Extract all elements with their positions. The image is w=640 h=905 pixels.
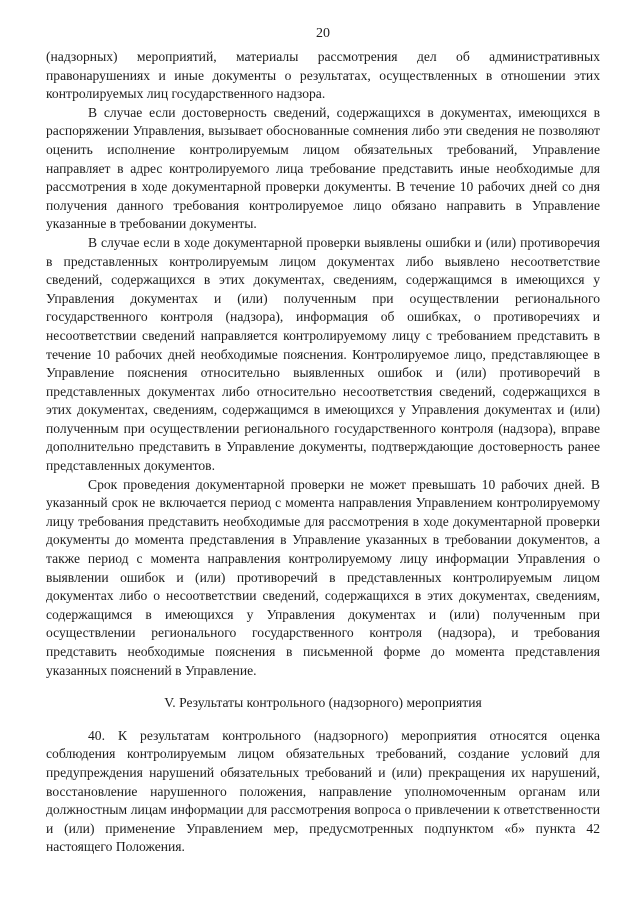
section-heading: V. Результаты контрольного (надзорного) мероприятия <box>164 695 482 711</box>
paragraph-inspection-term: Срок проведения документарной проверки не может превышать 10 рабочих дней. В указанный срок не включается период с момента направления Управлением контролируемому лицу требования представить необходимые для рассмотрения в ходе документарной проверки документы до момента представления в Управление указанных в требовании документов, а также период с момента направления контролируемому лицу информации Управления о выявлении ошибок и (или) противоречий в представленных контролируемым лицом документах либо о несоответствии сведений, содержащихся в этих документах, сведениям, содержащимся в имеющихся у Управления документах и (или) полученным при осуществлении регионального государственного контроля (надзора), и требования представить необходимые пояснения в письменной форме до момента представления указанных пояснений в Управление. <box>46 476 600 678</box>
paragraph-item-40: 40. К результатам контрольного (надзорного) мероприятия относятся оценка соблюдения контролируемым лицом обязательных требований, создание условий для предупреждения нарушений обязательных требований и (или) прекращения их нарушений, восстановление нарушенного положения, направление уполномоченным органам или должностным лицам информации для рассмотрения вопроса о привлечении к ответственности и (или) применение Управлением мер, предусмотренных подпунктом «б» пункта 42 настоящего Положения. <box>46 727 600 855</box>
paragraph-reliability-doubts: В случае если достоверность сведений, содержащихся в документах, имеющихся в распоряжении Управления, вызывает обоснованные сомнения либо эти сведения не позволяют оценить исполнение контролируемым лицом обязательных требований, Управление направляет в адрес контролируемого лица требование представить иные необходимые для рассмотрения в ходе документарной проверки документы. В течение 10 рабочих дней со дня получения данного требования контролируемое лицо обязано направить в Управление указанные в требовании документы. <box>46 104 600 232</box>
paragraph-continuation: (надзорных) мероприятий, материалы рассмотрения дел об административных правонарушениях и иные документы о результатах, осуществленных в отношении этих контролируемых лиц государственного надзора. <box>46 49 600 102</box>
page-number: 20 <box>316 26 330 41</box>
paragraph-errors-contradictions: В случае если в ходе документарной проверки выявлены ошибки и (или) противоречия в представленных контролируемым лицом документах либо выявлено несоответствие сведений, содержащихся в этих документах, сведениям, содержащимся в имеющихся у Управления документах и (или) полученным при осуществлении регионального государственного контроля (надзора), информация об ошибках, о противоречиях и несоответствии сведений направляется контролируемому лицу с требованием представить в течение 10 рабочих дней необходимые пояснения. Контролируемое лицо, представляющее в Управление пояснения относительно выявленных ошибок и (или) противоречий в представленных документах либо относительно несоответствия сведений, содержащихся в этих документах, сведениям, содержащимся в имеющихся у Управления документах и (или) полученным при осуществлении регионального государственного контроля (надзора), вправе дополнительно представить в Управление документы, подтверждающие достоверность ранее представленных документов. <box>46 234 600 474</box>
